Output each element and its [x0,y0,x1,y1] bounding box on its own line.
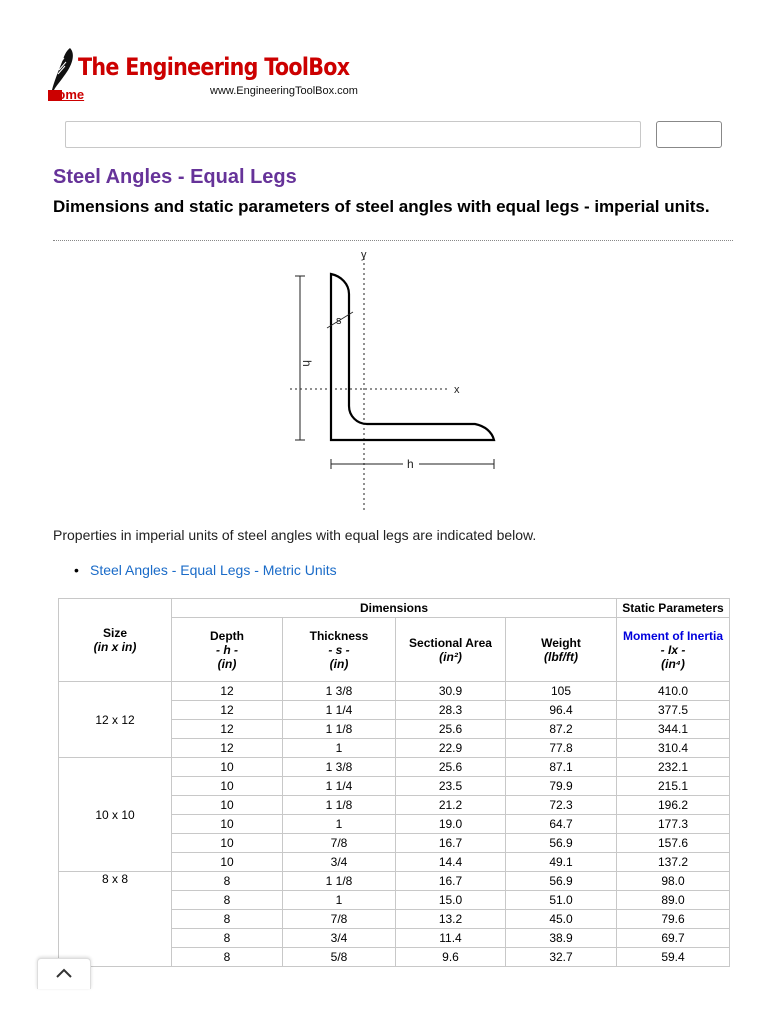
table-cell: 12 [172,701,283,720]
divider [53,240,733,241]
table-cell: 8 [172,929,283,948]
table-cell: 79.9 [506,777,617,796]
intro-text: Properties in imperial units of steel angles with equal legs are indicated below. [53,527,537,543]
table-cell: 25.6 [396,720,506,739]
table-cell: 10 [172,796,283,815]
table-cell: 8 [172,891,283,910]
table-cell: 7/8 [283,910,396,929]
table-cell: 7/8 [283,834,396,853]
table-cell: 157.6 [617,834,730,853]
table-cell: 14.4 [396,853,506,872]
table-cell: 51.0 [506,891,617,910]
axis-y-label: y [361,249,367,261]
table-cell: 8 [172,910,283,929]
table-cell: 32.7 [506,948,617,967]
table-cell: 69.7 [617,929,730,948]
table-cell: 10 [172,815,283,834]
table-cell: 56.9 [506,872,617,891]
table-cell: 23.5 [396,777,506,796]
size-header: Size (in x in) [59,599,172,682]
properties-table [58,598,730,967]
table-cell: 10 [172,853,283,872]
table-cell: 310.4 [617,739,730,758]
table-cell: 56.9 [506,834,617,853]
thickness-label: s [336,315,342,327]
table-cell: 177.3 [617,815,730,834]
table-cell: 25.6 [396,758,506,777]
table-cell: 3/4 [283,853,396,872]
site-url: www.EngineeringToolBox.com [210,85,358,97]
table-cell: 64.7 [506,815,617,834]
table-cell: 215.1 [617,777,730,796]
table-cell: 232.1 [617,758,730,777]
search-input[interactable] [65,121,641,148]
depth-label: h [300,360,314,367]
size-cell: 10 x 10 [59,758,172,872]
table-cell: 1 1/8 [283,796,396,815]
bullet-icon: • [74,562,79,578]
home-link[interactable]: Home [48,87,85,102]
table-cell: 410.0 [617,682,730,701]
search-button[interactable] [656,121,722,148]
table-cell: 13.2 [396,910,506,929]
page-bottom-edge [0,980,768,1024]
table-body [59,682,730,967]
table-cell: 87.2 [506,720,617,739]
table-cell: 19.0 [396,815,506,834]
table-cell: 45.0 [506,910,617,929]
table-cell: 98.0 [617,872,730,891]
axis-x-label: x [454,384,460,396]
table-cell: 5/8 [283,948,396,967]
col-weight-header: Weight (lbf/ft) [506,618,617,682]
scroll-to-top-button[interactable] [37,958,91,989]
table-cell: 21.2 [396,796,506,815]
table-cell: 1 1/4 [283,701,396,720]
col-area-header: Sectional Area (in²) [396,618,506,682]
table-cell: 15.0 [396,891,506,910]
table-cell: 59.4 [617,948,730,967]
table-cell: 8 [172,948,283,967]
table-cell: 22.9 [396,739,506,758]
table-cell: 12 [172,720,283,739]
table-cell: 1 1/4 [283,777,396,796]
table-cell: 1 3/8 [283,758,396,777]
table-cell: 87.1 [506,758,617,777]
table-cell: 89.0 [617,891,730,910]
table-cell: 38.9 [506,929,617,948]
table-row [59,872,730,891]
table-cell: 137.2 [617,853,730,872]
table-cell: 49.1 [506,853,617,872]
table-cell: 3/4 [283,929,396,948]
angle-section-diagram [285,248,505,513]
table-cell: 16.7 [396,872,506,891]
table-cell: 8 [172,872,283,891]
table-cell: 16.7 [396,834,506,853]
table-cell: 77.8 [506,739,617,758]
size-cell: 8 x 8 [59,872,172,967]
table-cell: 96.4 [506,701,617,720]
table-cell: 105 [506,682,617,701]
table-row [59,758,730,777]
table-cell: 30.9 [396,682,506,701]
chevron-up-icon [55,967,73,979]
table-cell: 79.6 [617,910,730,929]
table-cell: 1 1/8 [283,872,396,891]
table-cell: 1 [283,739,396,758]
table-cell: 12 [172,739,283,758]
table-cell: 1 [283,891,396,910]
table-cell: 11.4 [396,929,506,948]
table-cell: 12 [172,682,283,701]
size-cell: 12 x 12 [59,682,172,758]
page-subtitle: Dimensions and static parameters of steel angles with equal legs - imperial units. [53,197,710,216]
table-cell: 344.1 [617,720,730,739]
col-inertia-header: Moment of Inertia - Ix - (in⁴) [617,618,730,682]
table-cell: 10 [172,777,283,796]
table-cell: 377.5 [617,701,730,720]
table-cell: 1 3/8 [283,682,396,701]
col-depth-header: Depth - h - (in) [172,618,283,682]
table-cell: 28.3 [396,701,506,720]
col-thickness-header: Thickness - s - (in) [283,618,396,682]
site-logo-title[interactable]: The Engineering ToolBox [78,53,350,81]
table-cell: 1 1/8 [283,720,396,739]
table-cell: 72.3 [506,796,617,815]
metric-units-link[interactable]: Steel Angles - Equal Legs - Metric Units [90,562,337,578]
table-cell: 196.2 [617,796,730,815]
table-cell: 10 [172,758,283,777]
width-label: h [407,457,414,471]
table-cell: 10 [172,834,283,853]
table-row [59,682,730,701]
page-title: Steel Angles - Equal Legs [53,166,297,188]
table-cell: 9.6 [396,948,506,967]
table-cell: 1 [283,815,396,834]
static-parameters-header: Static Parameters [617,599,730,618]
dimensions-header: Dimensions [172,599,617,618]
